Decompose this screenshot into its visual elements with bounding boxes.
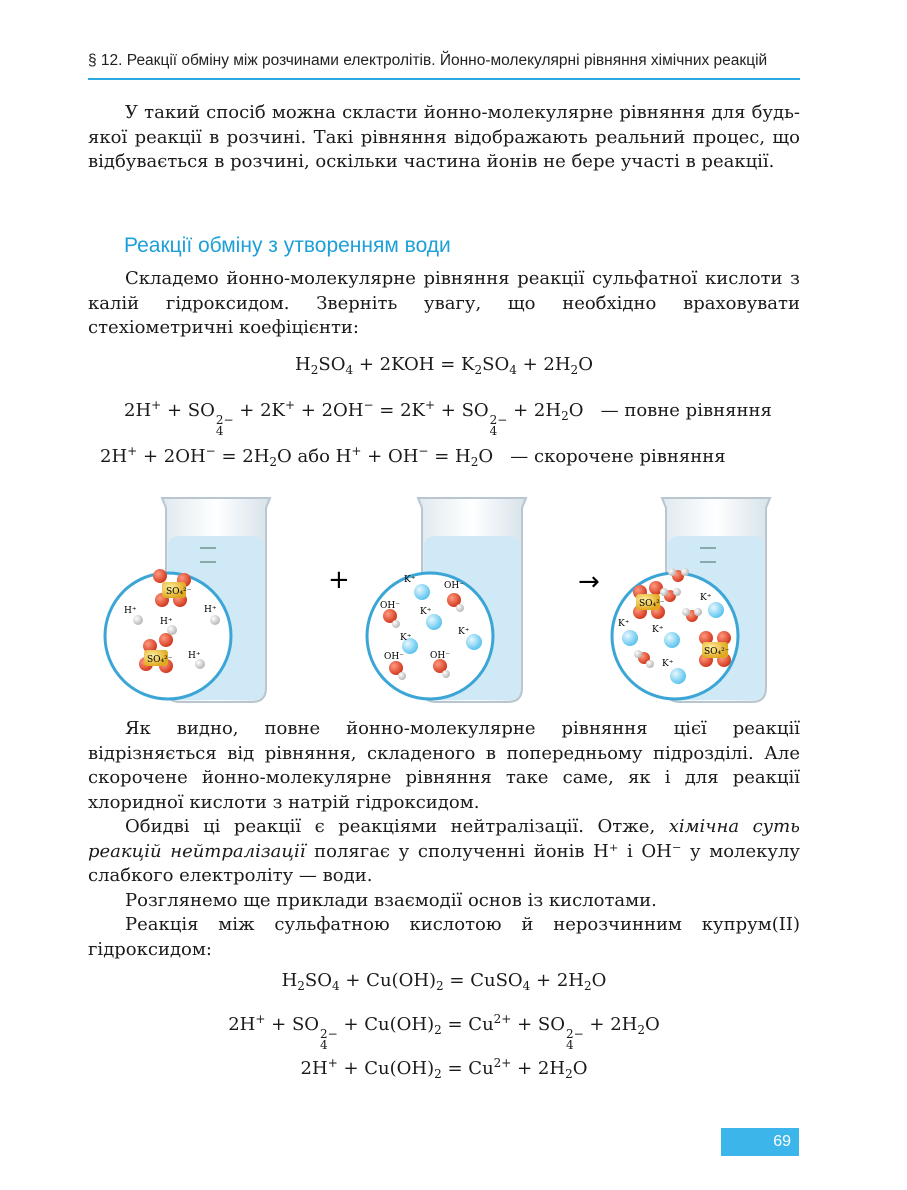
reaction-figure [100,488,800,720]
ion-label: SO₄²⁻ [166,587,192,597]
ion-label: SO₄²⁻ [639,599,665,609]
hydrogen-ion-label: H⁺ [188,651,201,661]
equation-full-ionic: 2H+ + SO 2− 4 + 2K+ + 2OH− = 2K+ + SO 2− 4 + $2H_2O$ — повне рівняння [124,398,772,438]
beaker-acid [105,498,270,702]
hydroxide-ion-label: OH⁻ [430,651,450,661]
emphasis-text: хімічна суть реакцій нейтралізації [88,816,800,862]
potassium-ion-label: K⁺ [420,607,432,617]
ion-label: SO₄²⁻ [704,647,730,657]
short-equation-note: — скорочене рівняння [510,446,726,467]
potassium-ion-label: K⁺ [662,659,674,669]
equation-molecular: $H_2SO_4 + 2KOH = K_2SO_4 + 2H_2O$ [295,354,593,377]
ion-label: SO₄²⁻ [147,655,173,665]
potassium-ion-label: K⁺ [652,625,664,635]
join-word: або [297,446,330,467]
potassium-ion-label: K⁺ [700,593,712,603]
header-rule [88,78,800,80]
equation-cu-molecular: $H_2SO_4 + Cu(OH)_2$ = CuSO$_4$ + $2H_2O$ [281,970,607,993]
potassium-ion-label: K⁺ [618,619,630,629]
section-title: Реакції обміну з утворенням води [124,234,451,257]
paragraph-4: Обидві ці реакції є реакціями нейтралізації. Отже, хімічна суть реакцій нейтралізації полягає у сполученні йонів H⁺ і OH⁻ у молекулу слабкого електроліту — води. [88,816,800,886]
equation-cu-full-ionic: 2H+ + SO 2− 4 + $Cu(OH)_2 = Cu^{2+}$ + SO 2− 4 + $2H_2O$ [228,1012,660,1052]
beakers-illustration [100,488,800,720]
potassium-ion-label: K⁺ [458,627,470,637]
reaction-arrow: → [578,567,600,597]
running-header: § 12. Реакції обміну між розчинами електролітів. Йонно-молекулярні рівняння хімічних реакцій [88,52,768,69]
hydrogen-ion-label: H⁺ [204,605,217,615]
beaker-product [612,498,770,702]
hydrogen-ion-label: H⁺ [160,617,173,627]
intro-paragraph: У такий спосіб можна скласти йонно-молекулярне рівняння для будь-якої реакції в розчині. Такі рівняння відображають реальний процес, що відбувається в розчині, оскільки частина йонів не бере участі в реакції. [88,102,800,172]
hydroxide-ion-label: OH⁻ [380,601,400,611]
hydroxide-ion-label: OH⁻ [384,652,404,662]
equation-cu-short-ionic: $2H^+ + Cu(OH)_2 = Cu^{2+} + 2H_2O$ [300,1056,588,1081]
paragraph-3: Як видно, повне йонно-молекулярне рівняння цієї реакції відрізняється від рівняння, складеного в попередньому підрозділі. Але скорочене йонно-молекулярне рівняння таке саме, як і для реакції хлоридної кислоти з натрій гідроксидом. [88,718,800,813]
hydroxide-ion-label: OH⁻ [444,581,464,591]
potassium-ion-label: K⁺ [404,575,416,585]
potassium-ion-label: K⁺ [400,633,412,643]
paragraph-5: Розглянемо ще приклади взаємодії основ із кислотами. [125,890,657,911]
paragraph-6: Реакція між сульфатною кислотою й нерозчинним купрум(II) гідроксидом: [88,914,800,960]
equation-short-ionic: $2H^+ + 2OH^- = 2H_2O$ або $H^+ + OH^- = H_2O$ — скорочене рівняння [100,444,726,469]
paragraph-2: Складемо йонно-молекулярне рівняння реакції сульфатної кислоти з калій гідроксидом. Зверніть увагу, що необхідно враховувати стехіометричні коефіцієнти: [88,268,800,338]
page-number: 69 [721,1128,799,1156]
hydrogen-ion-label: H⁺ [124,606,137,616]
full-equation-note: — повне рівняння [600,400,772,421]
plus-sign: + [328,565,350,595]
